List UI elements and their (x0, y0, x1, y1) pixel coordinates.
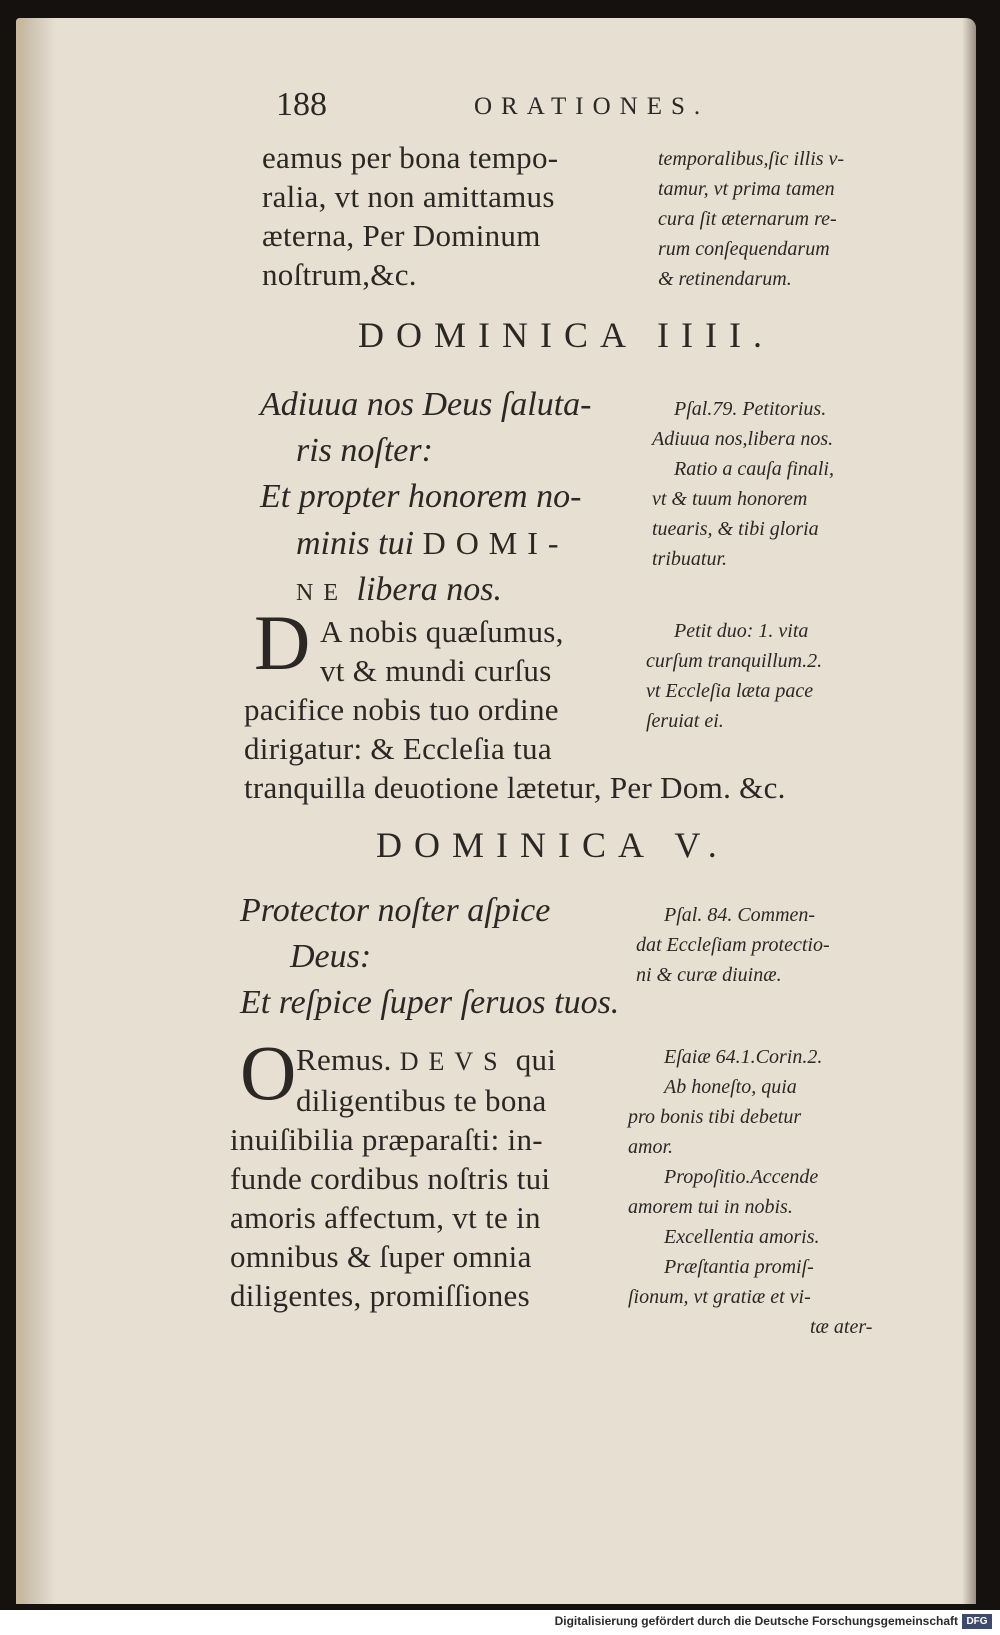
introit-line: libera nos. (356, 571, 502, 608)
smallcaps-domine: DOMI- (422, 525, 569, 561)
collect-v (230, 1029, 557, 1315)
text-line: diligentes, promiſſiones (230, 1278, 530, 1313)
running-title: ORATIONES. (474, 93, 710, 120)
text-line: eamus per bona tempo- (262, 140, 559, 175)
book-page (16, 18, 976, 1604)
top-prayer-text (262, 138, 558, 294)
note-line: vt Eccleſia læta pace (646, 680, 814, 702)
section-heading-dominica-v: DOMINICA V. (376, 825, 729, 865)
note-line: Ab honeſto, quia (664, 1076, 797, 1098)
note-line: rum conſequendarum (658, 238, 830, 260)
introit-line: ris noſter: (296, 432, 433, 469)
note-line: Pſal. 84. Commen- (664, 904, 816, 926)
introit-iiii-note (652, 394, 834, 574)
smallcaps-deus: DEVS (399, 1047, 508, 1076)
note-line: & retinendarum. (658, 268, 792, 290)
collect-v-note (628, 1042, 872, 1342)
text-line: pacifice nobis tuo ordine (244, 692, 559, 727)
introit-line: Protector noſter aſpice (240, 892, 551, 929)
text-line: qui (515, 1042, 557, 1077)
introit-iiii (260, 382, 591, 616)
note-line: cura ſit æternarum re- (658, 208, 837, 230)
note-line: Excellentia amoris. (664, 1226, 820, 1248)
footer-bar (0, 1610, 1000, 1635)
drop-cap-d: D (254, 599, 311, 686)
note-line: Petit duo: 1. vita (674, 620, 809, 642)
note-line: vt & tuum honorem (652, 488, 808, 510)
smallcaps-ne: NE (296, 580, 348, 606)
note-line: Adiuua nos,libera nos. (652, 428, 834, 450)
text-line: omnibus & ſuper omnia (230, 1239, 532, 1274)
introit-line: minis tui (296, 525, 415, 562)
introit-line: Et propter honorem no- (260, 478, 582, 515)
note-line: ni & curæ diuinæ. (636, 964, 782, 986)
note-line: Pſal.79. Petitorius. (674, 398, 827, 420)
text-line: noſtrum,&c. (262, 257, 417, 292)
note-line: Eſaiæ 64.1.Corin.2. (664, 1046, 823, 1068)
note-line: dat Eccleſiam protectio- (636, 934, 830, 956)
introit-line: Adiuua nos Deus ſaluta- (260, 386, 592, 423)
text-line: ralia, vt non amittamus (262, 179, 555, 214)
text-line: tranquilla deuotione lætetur, Per Dom. &c. (244, 770, 786, 805)
note-line: temporalibus,ſic illis v- (658, 148, 845, 170)
note-line: Propoſitio.Accende (664, 1166, 819, 1188)
footer-credit: Digitalisierung gefördert durch die Deutsche Forschungsgemeinschaft (554, 1614, 958, 1628)
note-line: Præſtantia promiſ- (664, 1256, 814, 1278)
text-line: dirigatur: & Eccleſia tua (244, 731, 552, 766)
section-heading-dominica-iiii: DOMINICA IIII. (358, 315, 774, 355)
note-line: ſionum, vt gratiæ et vi- (628, 1286, 811, 1308)
text-line: amoris affectum, vt te in (230, 1200, 541, 1235)
text-line: A nobis quæſumus, (320, 614, 564, 649)
page-gutter (16, 18, 23, 1604)
note-line: curſum tranquillum.2. (646, 650, 823, 672)
text-line: inuiſibilia præparaſti: in- (230, 1122, 543, 1157)
text-line: æterna, Per Dominum (262, 218, 541, 253)
note-line: pro bonis tibi debetur (628, 1106, 802, 1128)
note-line: tribuatur. (652, 548, 728, 570)
text-line: diligentibus te bona (296, 1083, 547, 1118)
introit-line: Et reſpice ſuper ſeruos tuos. (240, 984, 620, 1021)
note-line: ſeruiat ei. (646, 710, 724, 732)
page-number: 188 (276, 86, 327, 123)
note-line: tamur, vt prima tamen (658, 178, 835, 200)
text-line: vt & mundi curſus (320, 653, 552, 688)
top-prayer-note (658, 144, 844, 294)
note-line: tæ ater- (810, 1316, 873, 1338)
note-line: amorem tui in nobis. (628, 1196, 793, 1218)
note-line: tuearis, & tibi gloria (652, 518, 819, 540)
note-line: Ratio a cauſa finali, (674, 458, 834, 480)
introit-line: Deus: (290, 938, 372, 975)
collect-first-word: Remus. (296, 1042, 392, 1077)
introit-v (240, 888, 619, 1026)
text-line: funde cordibus noſtris tui (230, 1161, 551, 1196)
note-line: amor. (628, 1136, 674, 1158)
introit-v-note (636, 900, 830, 990)
collect-iiii-note (646, 616, 822, 736)
drop-cap-o: O (240, 1029, 297, 1116)
dfg-logo: DFG (962, 1614, 992, 1629)
